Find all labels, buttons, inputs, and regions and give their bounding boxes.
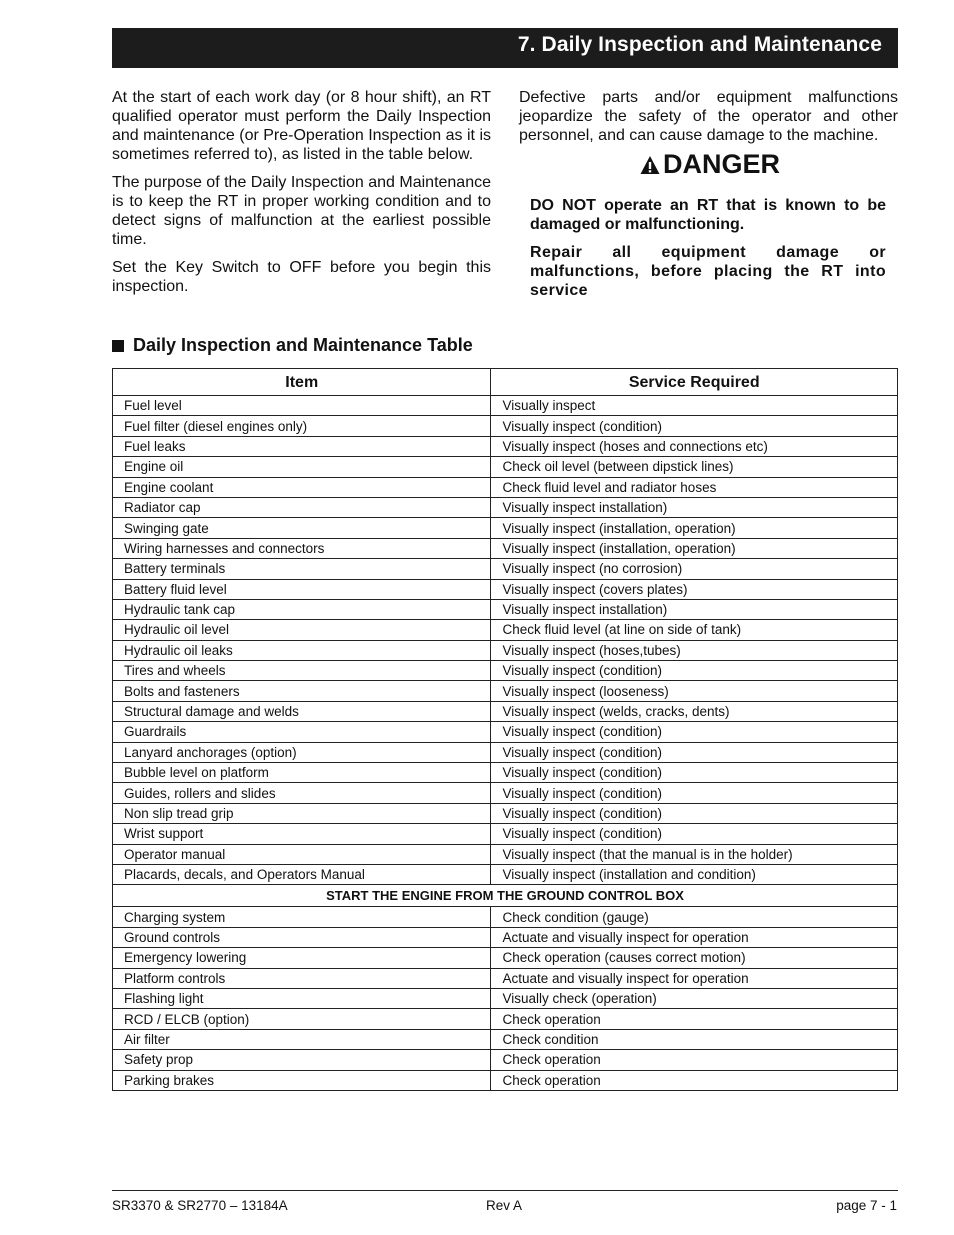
table-row [113, 824, 898, 844]
service-cell: Visually inspect (condition) [491, 742, 898, 762]
item-cell: Tires and wheels [113, 661, 491, 681]
table-row [113, 579, 898, 599]
table-row [113, 948, 898, 968]
service-cell: Visually inspect (covers plates) [491, 579, 898, 599]
service-cell: Actuate and visually inspect for operation [491, 927, 898, 947]
danger-message [530, 196, 886, 309]
item-cell: Radiator cap [113, 497, 491, 517]
footer-page-number: page 7 - 1 [836, 1198, 897, 1213]
table-row [113, 1070, 898, 1090]
danger-heading [640, 149, 780, 180]
service-cell: Visually inspect installation) [491, 497, 898, 517]
table-row [113, 1009, 898, 1029]
table-row [113, 927, 898, 947]
service-cell: Visually inspect (installation and condition) [491, 864, 898, 884]
service-cell: Visually inspect (condition) [491, 783, 898, 803]
table-row [113, 416, 898, 436]
footer-divider [112, 1190, 898, 1191]
item-cell: Non slip tread grip [113, 803, 491, 823]
service-cell: Visually inspect [491, 396, 898, 416]
table-row [113, 681, 898, 701]
table-section-row [113, 885, 898, 907]
service-cell: Visually inspect (welds, cracks, dents) [491, 701, 898, 721]
item-cell: Hydraulic oil leaks [113, 640, 491, 660]
service-cell: Check fluid level and radiator hoses [491, 477, 898, 497]
item-cell: Engine oil [113, 457, 491, 477]
table-row [113, 599, 898, 619]
item-cell: Bubble level on platform [113, 763, 491, 783]
intro-paragraph: Set the Key Switch to OFF before you begin this inspection. [112, 259, 491, 295]
item-cell: Structural damage and welds [113, 701, 491, 721]
table-row [113, 518, 898, 538]
intro-paragraph: Defective parts and/or equipment malfunctions jeopardize the safety of the operator and other personnel, and can cause damage to the machine. [519, 89, 898, 144]
service-cell: Visually inspect (condition) [491, 763, 898, 783]
table-row [113, 1029, 898, 1049]
table-row [113, 436, 898, 456]
item-cell: Hydraulic tank cap [113, 599, 491, 619]
service-cell: Visually inspect (hoses,tubes) [491, 640, 898, 660]
service-cell: Visually inspect (that the manual is in the holder) [491, 844, 898, 864]
item-cell: Guides, rollers and slides [113, 783, 491, 803]
item-cell: Fuel level [113, 396, 491, 416]
item-cell: Guardrails [113, 722, 491, 742]
item-cell: Bolts and fasteners [113, 681, 491, 701]
table-row [113, 497, 898, 517]
section-title: Daily Inspection and Maintenance Table [133, 335, 473, 355]
column-header-service: Service Required [491, 369, 898, 396]
item-cell: Operator manual [113, 844, 491, 864]
item-cell: Safety prop [113, 1050, 491, 1070]
service-cell: Check oil level (between dipstick lines) [491, 457, 898, 477]
intro-left-column [112, 88, 491, 305]
service-cell: Check operation [491, 1009, 898, 1029]
service-cell: Visually inspect (condition) [491, 803, 898, 823]
service-cell: Visually inspect installation) [491, 599, 898, 619]
table-row [113, 864, 898, 884]
chapter-header-bar [112, 28, 898, 68]
table-row [113, 907, 898, 927]
intro-paragraph: At the start of each work day (or 8 hour shift), an RT qualified operator must perform the Daily Inspection and maintenance (or Pre-Operation Inspection as it is sometimes referred to), as listed in the table below. [112, 89, 491, 163]
service-cell: Check condition [491, 1029, 898, 1049]
section-heading [112, 335, 473, 356]
danger-label: DANGER [663, 149, 781, 179]
inspection-table [112, 368, 898, 1091]
item-cell: Fuel filter (diesel engines only) [113, 416, 491, 436]
item-cell: Fuel leaks [113, 436, 491, 456]
bullet-square-icon [112, 340, 124, 352]
item-cell: Engine coolant [113, 477, 491, 497]
intro-right-column [519, 88, 898, 154]
table-row [113, 661, 898, 681]
service-cell: Visually inspect (no corrosion) [491, 559, 898, 579]
table-row [113, 620, 898, 640]
footer-doc-id: SR3370 & SR2770 – 13184A [112, 1198, 288, 1213]
item-cell: Ground controls [113, 927, 491, 947]
item-cell: Emergency lowering [113, 948, 491, 968]
item-cell: Parking brakes [113, 1070, 491, 1090]
service-cell: Visually inspect (installation, operation) [491, 538, 898, 558]
table-row [113, 477, 898, 497]
column-header-item: Item [113, 369, 491, 396]
item-cell: Hydraulic oil level [113, 620, 491, 640]
service-cell: Actuate and visually inspect for operation [491, 968, 898, 988]
warning-triangle-icon [640, 155, 660, 175]
service-cell: Visually inspect (condition) [491, 661, 898, 681]
service-cell: Check operation (causes correct motion) [491, 948, 898, 968]
service-cell: Check fluid level (at line on side of tank) [491, 620, 898, 640]
table-row [113, 988, 898, 1008]
danger-line: DO NOT operate an RT that is known to be damaged or malfunctioning. [530, 197, 886, 233]
service-cell: Visually inspect (condition) [491, 824, 898, 844]
item-cell: Flashing light [113, 988, 491, 1008]
table-row [113, 559, 898, 579]
service-cell: Visually check (operation) [491, 988, 898, 1008]
table-row [113, 457, 898, 477]
item-cell: Placards, decals, and Operators Manual [113, 864, 491, 884]
table-row [113, 783, 898, 803]
intro-paragraph: The purpose of the Daily Inspection and Maintenance is to keep the RT in proper working condition and to detect signs of malfunction at the earliest possible time. [112, 174, 491, 248]
table-row [113, 538, 898, 558]
table-header-row [113, 369, 898, 396]
item-cell: Platform controls [113, 968, 491, 988]
item-cell: Battery fluid level [113, 579, 491, 599]
section-row-label: START THE ENGINE FROM THE GROUND CONTROL BOX [113, 885, 898, 907]
danger-line: Repair all equipment damage or malfunctions, before placing the RT into service [530, 244, 886, 299]
item-cell: RCD / ELCB (option) [113, 1009, 491, 1029]
table-row [113, 968, 898, 988]
item-cell: Air filter [113, 1029, 491, 1049]
table-row [113, 722, 898, 742]
item-cell: Swinging gate [113, 518, 491, 538]
service-cell: Visually inspect (condition) [491, 722, 898, 742]
item-cell: Lanyard anchorages (option) [113, 742, 491, 762]
table-row [113, 844, 898, 864]
item-cell: Charging system [113, 907, 491, 927]
table-row [113, 742, 898, 762]
table-row [113, 640, 898, 660]
table-row [113, 701, 898, 721]
item-cell: Wrist support [113, 824, 491, 844]
service-cell: Visually inspect (hoses and connections etc) [491, 436, 898, 456]
table-row [113, 763, 898, 783]
item-cell: Battery terminals [113, 559, 491, 579]
service-cell: Visually inspect (installation, operation) [491, 518, 898, 538]
item-cell: Wiring harnesses and connectors [113, 538, 491, 558]
footer-revision: Rev A [486, 1198, 523, 1213]
service-cell: Check operation [491, 1070, 898, 1090]
service-cell: Check operation [491, 1050, 898, 1070]
service-cell: Visually inspect (condition) [491, 416, 898, 436]
table-row [113, 803, 898, 823]
service-cell: Visually inspect (looseness) [491, 681, 898, 701]
service-cell: Check condition (gauge) [491, 907, 898, 927]
chapter-title: 7. Daily Inspection and Maintenance [517, 33, 882, 56]
table-body [113, 396, 898, 1091]
table-row [113, 1050, 898, 1070]
table-row [113, 396, 898, 416]
